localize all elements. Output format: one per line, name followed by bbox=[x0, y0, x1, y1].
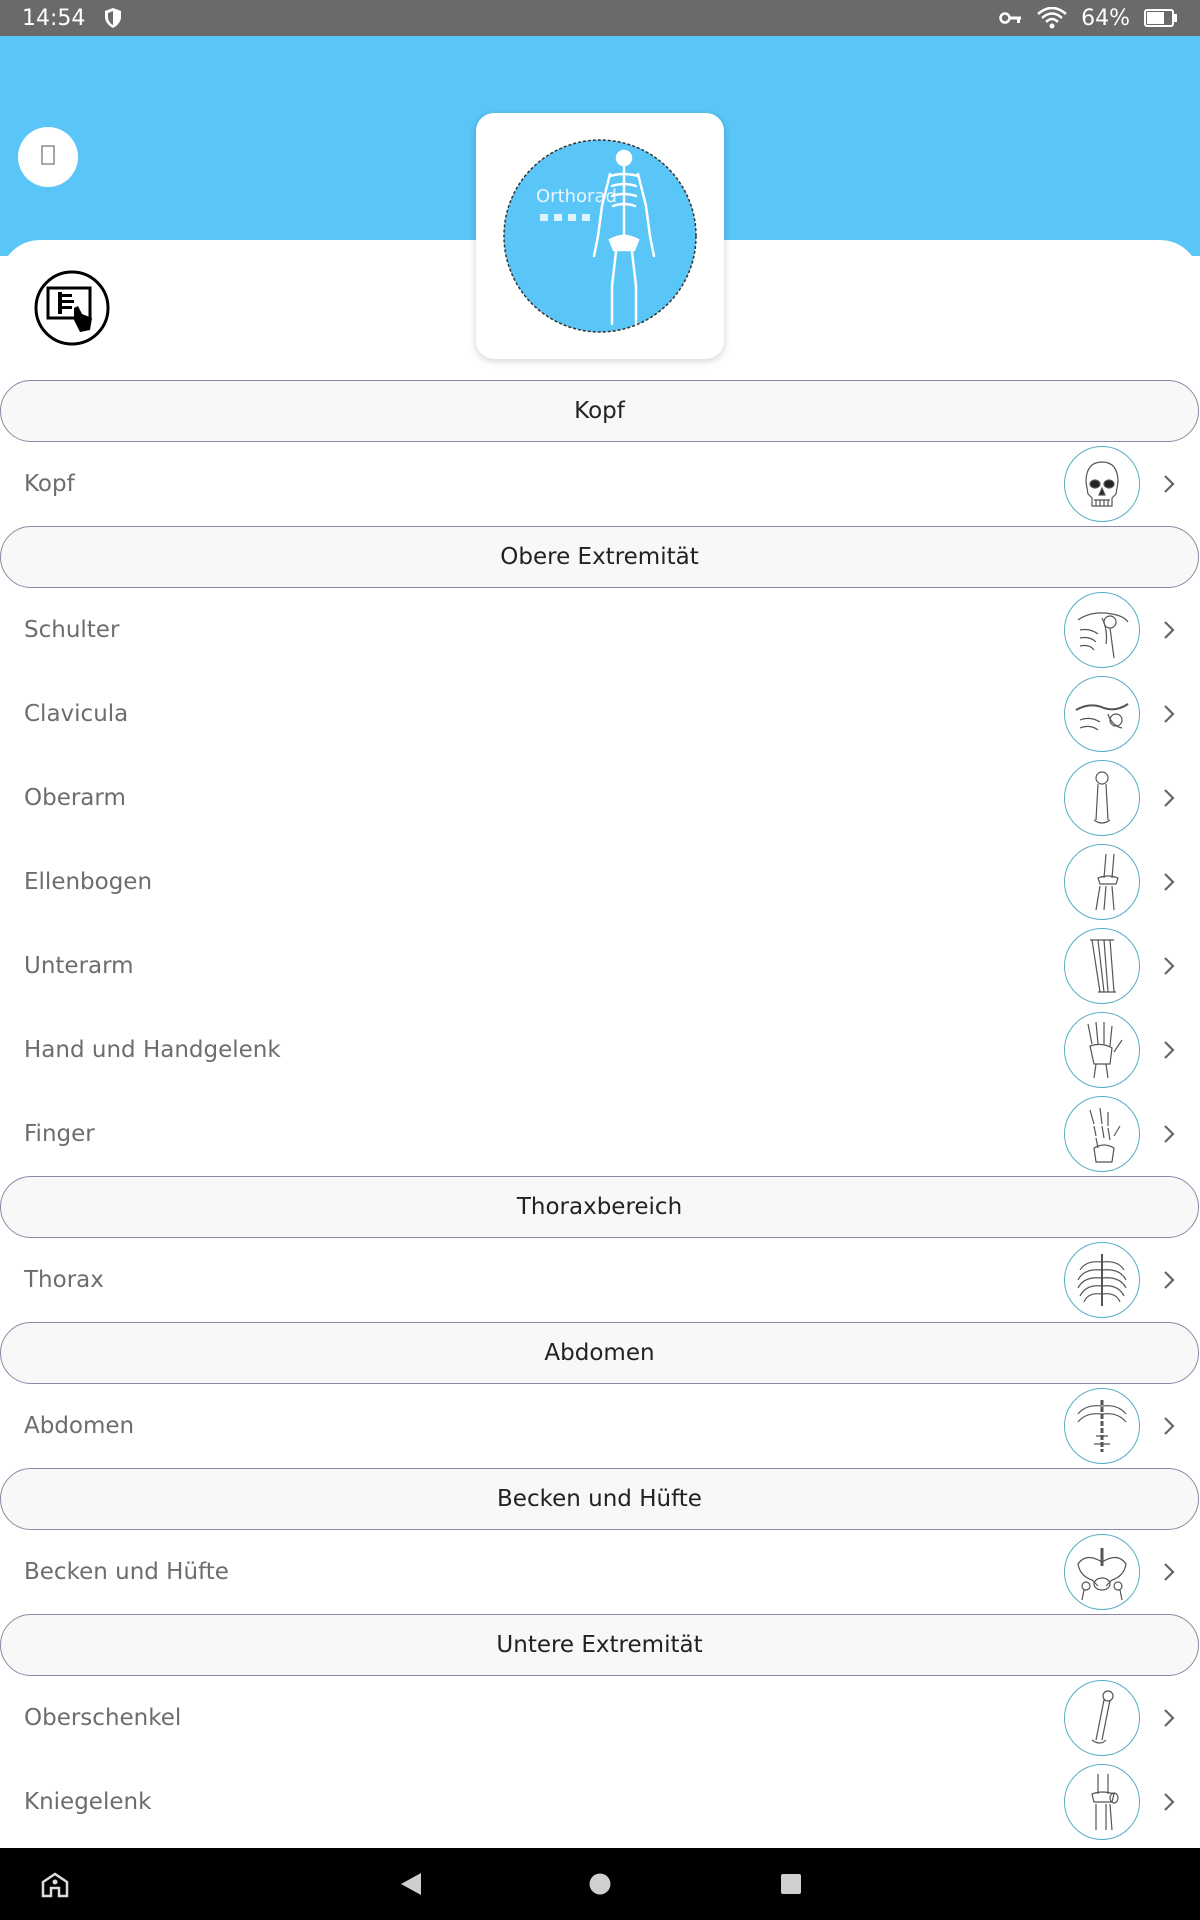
upper-arm-icon bbox=[1064, 760, 1140, 836]
list-item-label: Oberarm bbox=[24, 785, 126, 811]
chevron-right-icon bbox=[1154, 1791, 1184, 1813]
shield-icon bbox=[103, 7, 123, 29]
chevron-right-icon bbox=[1154, 871, 1184, 893]
status-time: 14:54 bbox=[22, 5, 86, 31]
list-item-label: Clavicula bbox=[24, 701, 129, 727]
recents-icon[interactable] bbox=[766, 1848, 816, 1920]
chevron-right-icon bbox=[1154, 787, 1184, 809]
chevron-right-icon bbox=[1154, 1269, 1184, 1291]
list-item-label: Kniegelenk bbox=[24, 1789, 152, 1815]
hand-icon bbox=[1064, 1012, 1140, 1088]
system-nav-bar bbox=[0, 1848, 1200, 1920]
list-item-becken-und-huefte[interactable] bbox=[0, 1530, 1200, 1614]
accessibility-icon[interactable] bbox=[30, 1848, 80, 1920]
chevron-right-icon bbox=[1154, 703, 1184, 725]
list-item-label: Oberschenkel bbox=[24, 1705, 182, 1731]
list-item-label: Finger bbox=[24, 1121, 95, 1147]
vpn-key-icon bbox=[999, 10, 1023, 26]
list-item-label: Ellenbogen bbox=[24, 869, 153, 895]
chevron-right-icon bbox=[1154, 1415, 1184, 1437]
menu-button[interactable] bbox=[18, 127, 78, 187]
list-item-schulter[interactable] bbox=[0, 588, 1200, 672]
chevron-right-icon bbox=[1154, 1123, 1184, 1145]
chevron-right-icon bbox=[1154, 955, 1184, 977]
list-item-oberschenkel[interactable] bbox=[0, 1676, 1200, 1760]
back-icon[interactable] bbox=[386, 1848, 436, 1920]
list-item-label: Abdomen bbox=[24, 1413, 135, 1439]
chevron-right-icon bbox=[1154, 1561, 1184, 1583]
chevron-right-icon bbox=[1154, 473, 1184, 495]
pelvis-icon bbox=[1064, 1534, 1140, 1610]
list-item-label: Schulter bbox=[24, 617, 120, 643]
section-header-abdomen: Abdomen bbox=[0, 1322, 1199, 1384]
list-item-oberarm[interactable] bbox=[0, 756, 1200, 840]
xray-app-icon[interactable] bbox=[34, 270, 110, 346]
finger-icon bbox=[1064, 1096, 1140, 1172]
clavicle-icon bbox=[1064, 676, 1140, 752]
menu-icon bbox=[41, 145, 55, 170]
logo-card bbox=[476, 113, 724, 359]
ribcage-icon bbox=[1064, 1242, 1140, 1318]
battery-percent: 64% bbox=[1081, 5, 1130, 31]
section-header-kopf: Kopf bbox=[0, 380, 1199, 442]
list-item-label: Becken und Hüfte bbox=[24, 1559, 229, 1585]
body-region-list bbox=[0, 380, 1200, 1844]
chevron-right-icon bbox=[1154, 619, 1184, 641]
section-header-untere-extremitaet: Untere Extremität bbox=[0, 1614, 1199, 1676]
battery-icon bbox=[1144, 9, 1178, 27]
list-item-label: Kopf bbox=[24, 471, 75, 497]
list-item-ellenbogen[interactable] bbox=[0, 840, 1200, 924]
list-item-kopf[interactable] bbox=[0, 442, 1200, 526]
list-item-abdomen[interactable] bbox=[0, 1384, 1200, 1468]
section-header-becken-und-huefte: Becken und Hüfte bbox=[0, 1468, 1199, 1530]
list-item-finger[interactable] bbox=[0, 1092, 1200, 1176]
list-item-thorax[interactable] bbox=[0, 1238, 1200, 1322]
shoulder-icon bbox=[1064, 592, 1140, 668]
list-item-kniegelenk[interactable] bbox=[0, 1760, 1200, 1844]
orthorad-logo bbox=[500, 136, 700, 336]
chevron-right-icon bbox=[1154, 1707, 1184, 1729]
list-item-clavicula[interactable] bbox=[0, 672, 1200, 756]
thigh-icon bbox=[1064, 1680, 1140, 1756]
section-header-obere-extremitaet: Obere Extremität bbox=[0, 526, 1199, 588]
elbow-icon bbox=[1064, 844, 1140, 920]
list-item-label: Thorax bbox=[24, 1267, 104, 1293]
abdomen-icon bbox=[1064, 1388, 1140, 1464]
section-header-thoraxbereich: Thoraxbereich bbox=[0, 1176, 1199, 1238]
forearm-icon bbox=[1064, 928, 1140, 1004]
wifi-icon bbox=[1037, 7, 1067, 29]
skull-icon bbox=[1064, 446, 1140, 522]
list-item-label: Hand und Handgelenk bbox=[24, 1037, 281, 1063]
list-item-unterarm[interactable] bbox=[0, 924, 1200, 1008]
home-icon[interactable] bbox=[575, 1848, 625, 1920]
status-bar bbox=[0, 0, 1200, 36]
logo-text: Orthorad bbox=[536, 186, 617, 207]
list-item-label: Unterarm bbox=[24, 953, 134, 979]
chevron-right-icon bbox=[1154, 1039, 1184, 1061]
list-item-hand-und-handgelenk[interactable] bbox=[0, 1008, 1200, 1092]
knee-icon bbox=[1064, 1764, 1140, 1840]
